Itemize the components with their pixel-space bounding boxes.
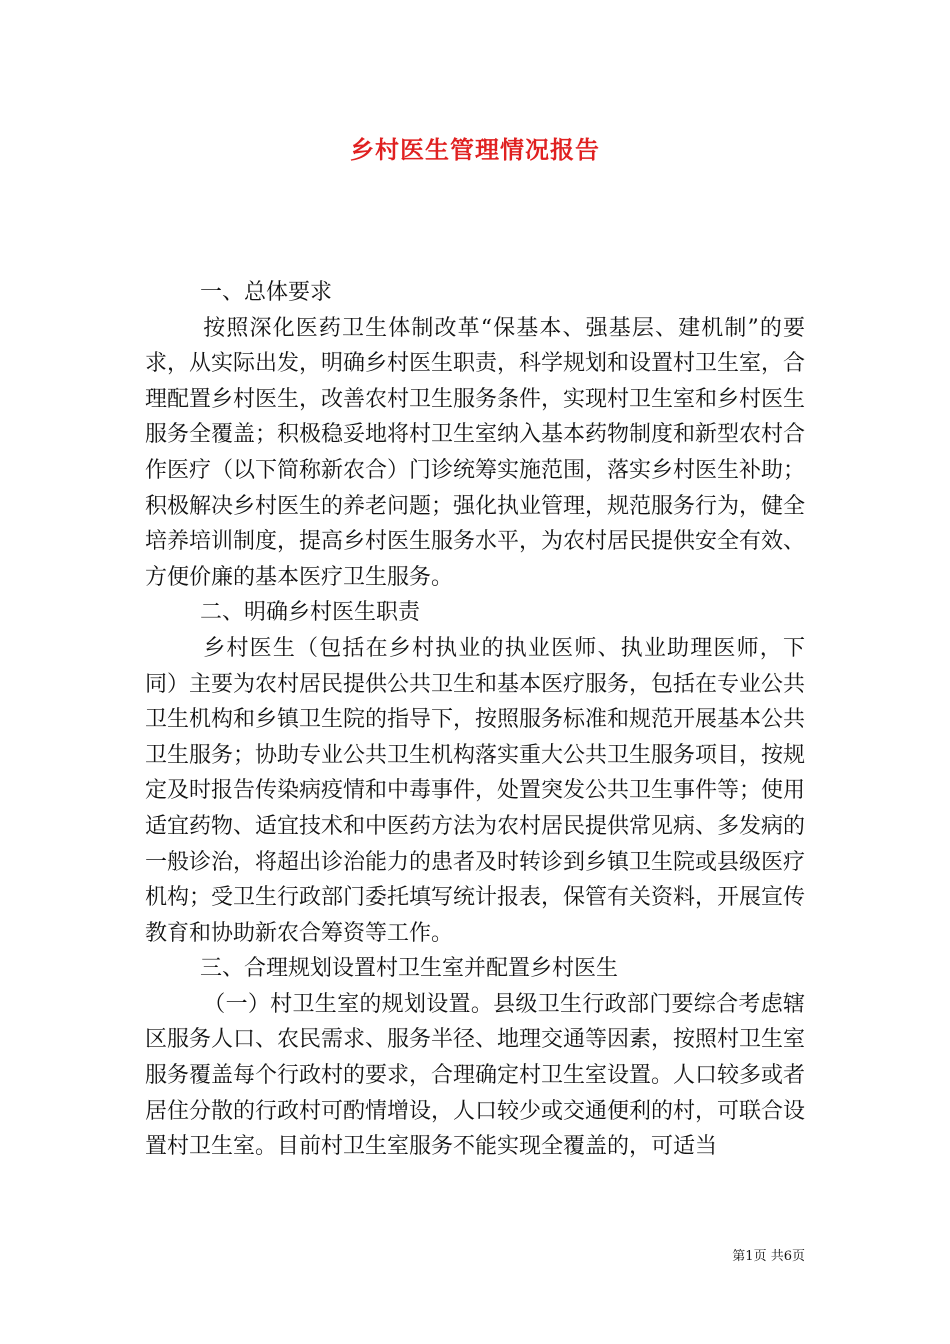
footer-prefix: 第 — [732, 1249, 746, 1264]
section-heading: 三、合理规划设置村卫生室并配置乡村医生 — [200, 956, 619, 982]
document-title: 乡村医生管理情况报告 — [350, 135, 600, 164]
footer-total-pages: 6 — [783, 1249, 792, 1264]
footer-suffix: 页 — [791, 1249, 805, 1264]
footer-middle: 页 共 — [753, 1249, 784, 1264]
document-body — [145, 275, 805, 1165]
section-heading: 一、总体要求 — [200, 280, 333, 305]
section-paragraph: 乡村医生（包括在乡村执业的执业医师、执业助理医师，下同）主要为农村居民提供公共卫生和基本医疗服务，包括在专业公共卫生机构和乡镇卫生院的指导下，按照服务标准和规范开展基本公共卫生服务；协助专业公共卫生机构落实重大公共卫生服务项目，按规定及时报告传染病疫情和中毒事件，处置突发公共卫生事件等；使用适宜药物、适宜技术和中医药方法为农村居民提供常见病、多发病的一般诊治，将超出诊治能力的患者及时转诊到乡镇卫生院或县级医疗机构；受卫生行政部门委托填写统计报表，保管有关资料，开展宣传教育和协助新农合筹资等工作。 — [145, 635, 806, 946]
section-heading: 二、明确乡村医生职责 — [200, 600, 421, 626]
section-paragraph: 按照深化医药卫生体制改革“保基本、强基层、建机制”的要求，从实际出发，明确乡村医生职责，科学规划和设置村卫生室，合理配置乡村医生，改善农村卫生服务条件，实现村卫生室和乡村医生服务全覆盖；积极稳妥地将村卫生室纳入基本药物制度和新型农村合作医疗（以下简称新农合）门诊统筹实施范围，落实乡村医生补助；积极解决乡村医生的养老问题；强化执业管理，规范服务行为，健全培养培训制度，提高乡村医生服务水平，为农村居民提供安全有效、方便价廉的基本医疗卫生服务。 — [145, 315, 806, 590]
section-paragraph: （一）村卫生室的规划设置。县级卫生行政部门要综合考虑辖区服务人口、农民需求、服务半径、地理交通等因素，按照村卫生室服务覆盖每个行政村的要求，合理确定村卫生室设置。人口较多或者居住分散的行政村可酌情增设，人口较少或交通便利的村，可联合设置村卫生室。目前村卫生室服务不能实现全覆盖的，可适当 — [145, 991, 806, 1160]
page-number-footer — [732, 1248, 805, 1266]
footer-page-number: 1 — [745, 1249, 754, 1264]
